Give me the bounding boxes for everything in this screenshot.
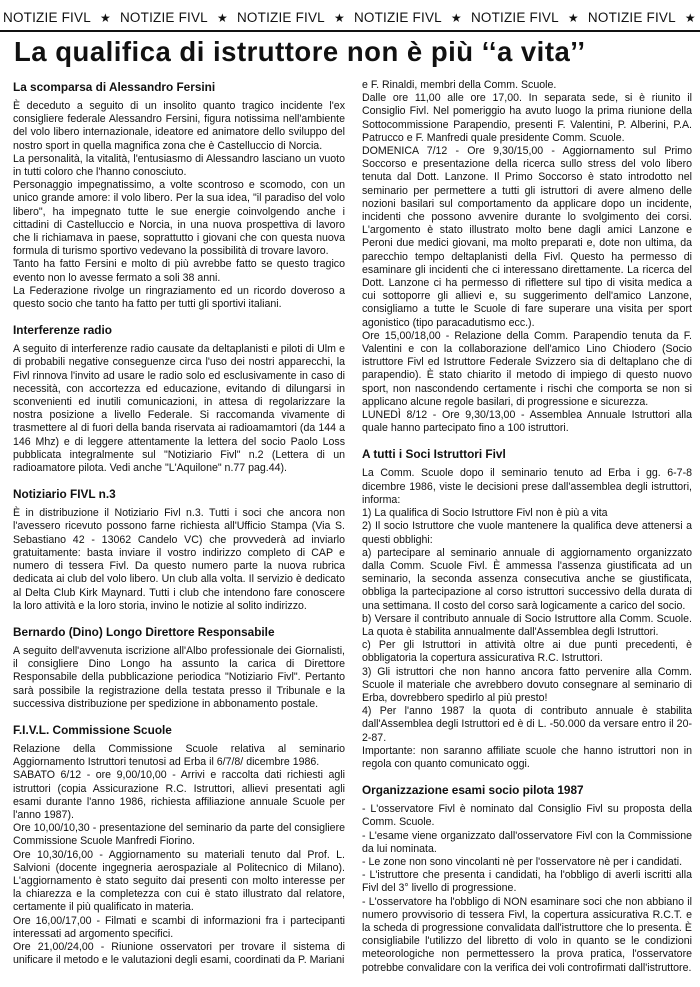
page-headline: La qualifica di istruttore non è più ‘‘a vita’’ [14, 36, 586, 67]
paragraph: È deceduto a seguito di un insolito quanto tragico incidente l'ex consigliere federale Alessandro Fersini, figura notissima nell'ambiente del volo libero internazionale, ideatore ed animatore dello sviluppo del nostro sport in quella magnifica zona che è Castelluccio di Norcia. [13, 100, 345, 152]
section-relazione-continued [362, 79, 692, 435]
star-icon: ★ [567, 10, 579, 25]
section-title: Organizzazione esami socio pilota 1987 [362, 783, 584, 798]
banner-item: NOTIZIE FIVL [236, 10, 325, 25]
paragraph: A seguito di interferenze radio causate da deltaplanisti e piloti di Ulm e di probabili negative conseguenze circa l'uso dei nostri apparecchi, la Fivl rinnova l'invito ad usare le radio solo ed esclusivamente in caso di necessità, con accortezza ed educazione, evitando di dilungarsi in sconvenienti ed inutili comunicazioni, in attesa di regolarizzare la nostra posizione a livello Federale. Si raccomanda vivamente di trasmettere al di fuori della banda riservata ai radioamamtori (da 144 a 146 Mhz) e di leggere attentamente la lettera del socio Paolo Loss pubblicata integralmente sul "Notiziario Fivl" n.2 (Lettera di un radioamatore pilota. Vedi anche "L'Aquilone" n.77 pag.44). [13, 343, 345, 475]
paragraph: La personalità, la vitalità, l'entusiasmo di Alessandro lasciano un vuoto in tutti coloro che l'hanno conosciuto. [13, 152, 345, 179]
paragraph: Ore 21,00/24,00 - Riunione osservatori per trovare il sistema di unificare il metodo e le valutazioni degli esami, coordinati da P. Mariani [13, 940, 345, 967]
left-column [13, 80, 345, 979]
paragraph: La Comm. Scuole dopo il seminario tenuto ad Erba i gg. 6-7-8 dicembre 1986, viste le decisioni prese dall'assemblea degli istruttori, informa: [362, 467, 692, 506]
paragraph: e F. Rinaldi, membri della Comm. Scuole. [362, 79, 557, 91]
paragraph: b) Versare il contributo annuale di Socio Istruttore alla Comm. Scuole. La quota è stabilita annualmente dall'Assemblea degli Istruttori. [362, 612, 692, 638]
paragraph: SABATO 6/12 - ore 9,00/10,00 - Arrivi e raccolta dati richiesti agli istruttori (copia Assicurazione R.C. Istruttori, allievi presentati agli esami durante l'anno 1986, richiesta affiliazione annuale Scuole per l'anno 1987). [13, 769, 345, 821]
notizie-fivl-banner [0, 5, 700, 32]
paragraph: - L'esame viene organizzato dall'osservatore Fivl con la Commissione da lui nominata. [362, 829, 692, 855]
banner-item: NOTIZIE FIVL [353, 10, 442, 25]
paragraph: 2) Il socio Istruttore che vuole mantenere la qualifica deve attenersi a questi obblighi: [362, 520, 692, 546]
section-title: A tutti i Soci Istruttori Fivl [362, 447, 506, 462]
star-icon: ★ [99, 10, 111, 25]
star-icon: ★ [450, 10, 462, 25]
paragraph: - L'osservatore ha l'obbligo di NON esaminare soci che non abbiano il numero provvisorio di tessera Fivl, la copertura assicurativa R.C.T. e la scheda di progressione convalidata dall'istruttore che lo presenta. È consigliabile l'utilizzo del libretto di volo in quanto se le condizioni meteorologiche non permettessero la prova pratica, l'osservatore potrebbe convalidare con la verifica dei voli controfirmati dall'istruttore. [362, 895, 692, 974]
section-notiziario [13, 487, 345, 613]
banner-item: NOTIZIE FIVL [3, 10, 91, 25]
section-commissione-scuole [13, 723, 345, 967]
section-esami-pilota [362, 783, 692, 975]
section-title: Notiziario FIVL n.3 [13, 487, 116, 502]
paragraph: Importante: non saranno affiliate scuole che hanno istruttori non in regola con quanto comunicato oggi. [362, 744, 692, 770]
star-icon: ★ [333, 10, 345, 25]
star-icon: ★ [216, 10, 228, 25]
section-title: Interferenze radio [13, 323, 112, 338]
section-interferenze-radio [13, 323, 345, 475]
paragraph: Dalle ore 11,00 alle ore 17,00. In separata sede, si è riunito il Consiglio Fivl. Nel pomeriggio ha avuto luogo la prima riunione della Sottocommissione Parapendio, presenti F. Valentini, P. Alberini, P.A. Patrucco e F. Manfredi quale presidente Comm. Scuole. [362, 92, 692, 144]
banner-item: NOTIZIE FIVL [470, 10, 559, 25]
paragraph: - L'istruttore che presenta i candidati, ha l'obbligo di averli iscritti alla Fivl del 3° livello di progressione. [362, 869, 692, 895]
paragraph: Personaggio impegnatissimo, a volte scontroso e scomodo, con un unico grande amore: il volo libero. Per la sua idea, "il paradiso del volo libero", ha impegnato tutte le sue energie coinvolgendo anche i cittadini di Castelluccio e Norcia, in una nuova prospettiva di lavoro che li richiamava in paese, soprattutto i giovani che con questa nuova formula di turismo sportivo vedevano la possibilità di trovare lavoro. [13, 179, 345, 258]
paragraph: Ore 15,00/18,00 - Relazione della Comm. Parapendio tenuta da F. Valentini e con la collaborazione dell'amico Lino Chiodero (Socio istruttore Fivl ed Istruttore Federale Svizzero sia di deltaplano che di parapendio). È stato chiarito il metodo di impiego di questo nuovo sport, non nascondendo certamente i rischi che comporta se non si applicano alcune regole basilari, di progressione e sicurezza. [362, 329, 692, 408]
paragraph: - Le zone non sono vincolanti nè per l'osservatore nè per i candidati. [362, 855, 683, 868]
paragraph: 4) Per l'anno 1987 la quota di contributo annuale è stabilita dall'Assemblea degli Istruttori ed è di L. -50.000 da versare entro il 20-2-87. [362, 705, 692, 744]
paragraph: La Federazione rivolge un ringraziamento ed un ricordo doveroso a questo socio che tanto ha fatto per tutti gli sportivi italiani. [13, 284, 345, 311]
section-title: Bernardo (Dino) Longo Direttore Responsabile [13, 624, 275, 639]
paragraph: A seguito dell'avvenuta iscrizione all'Albo professionale dei Giornalisti, il consigliere Dino Longo ha assunto la carica di Direttore Responsabile della pubblicazione periodica "Notiziario Fivl". Pertanto sarà possibile la registrazione della testata presso il Tribunale e la successiva distribuzione per spedizione in abbonamento postale. [13, 644, 345, 710]
section-fersini [13, 80, 345, 311]
right-column [362, 79, 692, 987]
paragraph: Ore 16,00/17,00 - Filmati e scambi di informazioni fra i partecipanti interessati ad argomento specifici. [13, 914, 345, 940]
paragraph: - L'osservatore Fivl è nominato dal Consiglio Fivl su proposta della Comm. Scuole. [362, 803, 692, 829]
banner-item: NOTIZIE FIVL [587, 10, 676, 25]
section-title: La scomparsa di Alessandro Fersini [13, 80, 216, 94]
section-title: F.I.V.L. Commissione Scuole [13, 722, 172, 737]
section-soci-istruttori [362, 447, 692, 771]
banner-item: NOTIZIE FIVL [119, 10, 208, 25]
paragraph: Ore 10,30/16,00 - Aggiornamento su materiali tenuto dal Prof. L. Salvioni (docente ingegneria aerospaziale al Politecnico di Milano). L'aggiornamento è stato seguito dai presenti con molto interesse per la chiarezza e la completezza con cui è stato illustrato dal relatore, certamente il più qualificato in materia. [13, 848, 345, 914]
paragraph: Ore 10,00/10,30 - presentazione del seminario da parte del consigliere Commissione Scuole Manfredi Fiorino. [13, 822, 345, 848]
paragraph: Tanto ha fatto Fersini e molto di più avrebbe fatto se questo tragico evento non lo avesse fermato a soli 38 anni. [13, 258, 345, 284]
paragraph: È in distribuzione il Notiziario Fivl n.3. Tutti i soci che ancora non l'avessero ricevuto possono farne richiesta all'Ufficio Stampa (Via S. Sebastiano 42 - 13062 Candelo VC) che provvederà ad inviarlo gratuitamente: basta inviare il vostro indirizzo completo di CAP e numero di tessera Fivl. Da questo numero parte la nuova rubrica dedicata ai club del volo libero. Un club alla volta. Il servizio è dedicato al Delta Club Kirk Maynard. Tutti i club che intendono fare conoscere la loro attività e la loro storia, invino le notizie al solito indirizzo. [13, 507, 345, 612]
paragraph: LUNEDÌ 8/12 - Ore 9,30/13,00 - Assemblea Annuale Istruttori alla quale hanno partecipato fino a 100 istruttori. [362, 409, 692, 435]
section-direttore [13, 625, 345, 711]
paragraph: a) partecipare al seminario annuale di aggiornamento organizzato dalla Comm. Scuole Fivl. È ammessa l'assenza giustificata ad un seminario, la seconda assenza consecutiva anche se giustificata, obbliga la partecipazione al corso istruttori successivo della durata di una settimana. Il costo del corso sarà logicamente a carico del socio. [362, 546, 692, 612]
paragraph: DOMENICA 7/12 - Ore 9,30/15,00 - Aggiornamento sul Primo Soccorso e presentazione della ricerca sullo stress del volo libero tenuta dal Dott. Lanzone. Il Primo Soccorso è stato introdotto nel seminario per permettere a tutti gli istruttori di avere almeno delle nozioni basilari sul comportamento da applicare dopo un incidente, incidenti che possono avvenire durante lo svolgimento dei corsi. L'argomento è stato illustrato molto bene dagli amici Lanzone e Peroni due medici giovani, ma molto preparati e, dote non ultima, da parecchio tempo deltaplanisti della Fivl. Questo ha permesso di esaminare gli incidenti che ci interessano direttamente. La ricerca del Dott. Lanzone ci ha permesso di riflettere sul tipo di visita medica a cui sottoporre gli allievi e, su suggerimento dell'amico Lanzone, consigliamo a tutte le Scuole di fare superare una visita per sport agonistico (tipo paracadutismo ecc.). [362, 145, 692, 329]
paragraph: c) Per gli Istruttori in attività oltre ai due punti precedenti, è obbligatoria la copertura assicurativa R.C. Istruttori. [362, 639, 692, 665]
paragraph: 3) Gli istruttori che non hanno ancora fatto pervenire alla Comm. Scuole il materiale che avrebbero dovuto consegnare al seminario di Erba, dovrebbero spedirlo al più presto! [362, 665, 692, 704]
star-icon: ★ [684, 10, 696, 25]
paragraph: Relazione della Commissione Scuole relativa al seminario Aggiornamento Istruttori tenutosi ad Erba il 6/7/8/ dicembre 1986. [13, 742, 345, 769]
paragraph: 1) La qualifica di Socio Istruttore Fivl non è più a vita [362, 507, 608, 520]
